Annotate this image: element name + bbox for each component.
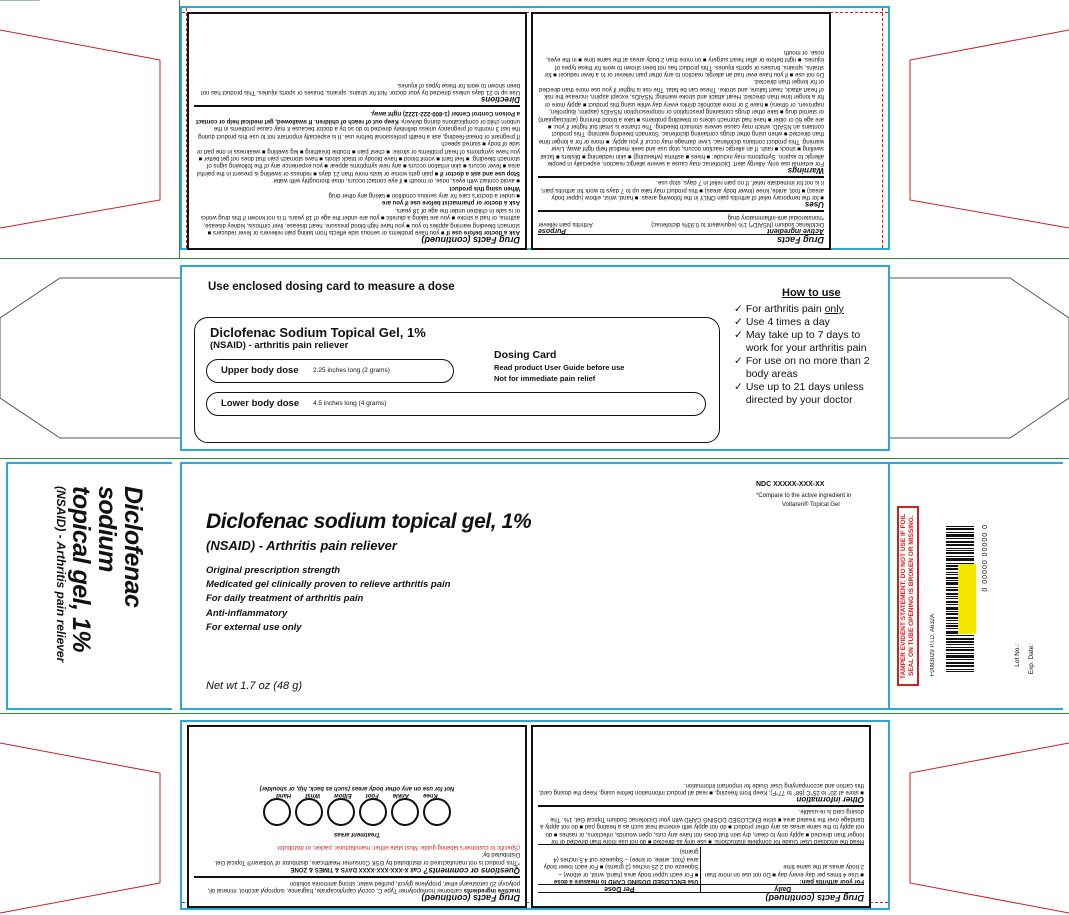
distributed-by: Distributed by: bbox=[481, 851, 520, 858]
body-label: Foot bbox=[365, 792, 379, 799]
claims-list bbox=[206, 564, 450, 635]
check-icon: ✓ bbox=[734, 381, 743, 393]
body-label: Knee bbox=[423, 792, 438, 799]
barcode-bar bbox=[946, 644, 974, 645]
body-label: Ankle bbox=[392, 792, 410, 799]
directions-head: Directions bbox=[480, 95, 520, 105]
drug-facts-continued-title: Drug Facts (continued) bbox=[421, 235, 520, 245]
foot-icon bbox=[359, 798, 387, 826]
compare-line2: Voltaren® Topical Gel bbox=[782, 502, 840, 508]
lower-body-dose-label: Lower body dose bbox=[221, 398, 300, 409]
how-to-item-text: Use 4 times a day bbox=[745, 316, 830, 328]
claim-item: For daily treatment of arthritis pain bbox=[206, 593, 364, 605]
ask-pharm-head: Ask a doctor or pharmacist before use if you are bbox=[381, 199, 520, 206]
dosing-card-panel bbox=[180, 265, 890, 451]
other-info-text: ■ store at 20° to 25°C (68° to 77°F). Keep from freezing. ■ read all product information before using. Keep the dosing card, this carton and accompanying User Guide for important information. bbox=[538, 781, 864, 795]
for-arthritis-head: For your arthritis pain: bbox=[799, 878, 864, 884]
body-label: Hand bbox=[276, 792, 292, 799]
dose-head: Use ENCLOSED DOSING CARD to measure a dose bbox=[553, 878, 699, 884]
how-to-item-text: For use on no more than 2 body areas bbox=[745, 355, 870, 380]
barcode-bar bbox=[946, 526, 974, 527]
active-ingredient: Diclofenac sodium (NSAID*) 1% (equivalent to 0.93% diclofenac) bbox=[651, 221, 824, 227]
directions-text: Use up to 21 days unless directed by your doctor. Not for strains, sprains, bruises or sports injuries. This product has not been shown to work for these types of injuries. bbox=[200, 81, 520, 96]
do-not-use-text: Do not use ■ if you have ever had an allergic reaction to any other pain reliever or to a fever reducer ■ for strains, sprains, bruises or sports injuries. This product has not been shown to work for these types of injuries. ■ right before or after heart surgery ■ on more than 2 body areas at the same time ■ in the eyes, nose, or mouth bbox=[544, 48, 824, 78]
read-guide-text: Read the enclosed User Guide for complete instructions: ■ use only as directed ■ do not use more than directed or for longer than directed ■ apply only to clean, dry skin that does not have any cuts, open wounds, infections, or rashes ■ do not apply to the same areas as any other product ■ do not apply with external heat such as a heating pad ■ do not apply a bandage over the treated area ■ store ENCLOSED DOSING CARD with your Diclofenac Sodium Topical Gel, 1%. The dosing card is re-usable. bbox=[538, 807, 864, 845]
uses-text: ■ for the temporary relief of arthritis pain ONLY in the following areas: ■ hand, wrist, elbow (upper body areas) ■ foot, ankle, knee (lower body areas) ■ this product may take up to 7 days to work for arthritis pain; it is not for immediate relief. If no pain relief in 7 days, stop use. bbox=[540, 179, 824, 201]
how-to-item-text: May take up to 7 days to work for your arthritis pain bbox=[745, 329, 867, 354]
side-subtitle: (NSAID) - Arthritis pain reliever bbox=[54, 486, 68, 663]
other-info-head: Other information bbox=[796, 794, 864, 804]
right-flap-bottom bbox=[890, 713, 1069, 915]
drug-facts-continued-top bbox=[187, 12, 527, 250]
fold-line bbox=[0, 458, 1069, 459]
upper-body-dose-value: 2.25 inches long (2 grams) bbox=[313, 367, 390, 374]
right-flap-top bbox=[890, 0, 1069, 258]
right-barcode-panel bbox=[890, 462, 1063, 710]
barcode-bar bbox=[946, 662, 974, 664]
claim-item: Medicated gel clinically proven to relieve arthritis pain bbox=[206, 579, 451, 591]
side-title-line2: topical gel, 1% bbox=[67, 486, 95, 653]
barcode-bar bbox=[946, 649, 974, 651]
dosing-card-product: Diclofenac Sodium Topical Gel, 1% bbox=[210, 325, 426, 340]
tamper-evident-statement bbox=[897, 506, 919, 686]
daily-items: ■ Use 4 times per day every day ■ Do not use on more than 2 body areas at the same time bbox=[704, 863, 864, 877]
wrist-icon bbox=[295, 798, 323, 826]
side-panel bbox=[6, 462, 172, 710]
body-labels bbox=[194, 791, 520, 798]
pregnant-text: If pregnant or breast-feeding, ask a health professional before use. It is especially important not to use this product during the last 3 months of pregnancy unless definitely directed to do so by a doctor because it may cause problems in the unborn child or complications during delivery. bbox=[198, 117, 520, 139]
barcode-bar bbox=[946, 655, 974, 658]
check-icon: ✓ bbox=[734, 329, 743, 341]
treatment-areas-icons bbox=[194, 798, 520, 826]
col-per-dose: Per Dose bbox=[604, 885, 635, 892]
barcode-bar bbox=[946, 550, 974, 551]
how-to-use-title: How to use bbox=[782, 287, 841, 299]
barcode bbox=[942, 524, 982, 674]
warnings-head: Warnings bbox=[787, 165, 824, 175]
stop-use-items: ■ pain gets worse or lasts more than 21 days ■ redness or swelling is present in the painful area ■ fever occurs ■ skin irritation occurs ■ any new symptoms appear ■ you experience any of the following signs of stomach bleeding: ■ feel faint ■ vomit blood ■ have bloody or black stools ■ have stomach pain that does not get better ■ you have symptoms of heart problems or stroke: ■ chest pain ■ trouble breathing ■ leg swelling ■ weakness in one part or side of body ■ slurred speech bbox=[196, 140, 520, 176]
elbow-icon bbox=[327, 798, 355, 826]
dose-items: ■ For each upper body area (hand, wrist, or elbow) – Squeeze out 2.25 inches (2 grams) ■ For each lower body area (foot, ankle, or knee) – Squeeze out 4.5 inches (4 grams) bbox=[543, 848, 699, 877]
purpose-head: Purpose bbox=[538, 227, 567, 234]
inactive-ingredients-head: Inactive ingredients bbox=[463, 887, 520, 893]
labeling-guide-note: (Specific to customer's labeling guide. Must state either: manufacturer, packer, or distributor. bbox=[276, 843, 520, 850]
side-title-line1: Diclofenac sodium bbox=[93, 486, 147, 608]
ask-doctor-section bbox=[194, 109, 520, 235]
uses-head: Uses bbox=[804, 200, 824, 210]
drug-facts-continued-title: Drug Facts (continued) bbox=[421, 893, 520, 903]
how-to-item bbox=[734, 316, 884, 329]
product-subtitle: (NSAID) - Arthritis pain reliever bbox=[206, 538, 397, 553]
upper-body-dose-label: Upper body dose bbox=[221, 365, 299, 376]
lower-body-dose-pill bbox=[206, 392, 706, 416]
nsaid-note: *nonsteroidal anti-inflammatory drug bbox=[727, 213, 824, 220]
questions-head: Questions or comments? bbox=[423, 866, 520, 876]
col-daily: Daily bbox=[701, 885, 865, 892]
barcode-bar bbox=[946, 548, 974, 549]
barcode-bar bbox=[946, 556, 974, 557]
how-to-use-list bbox=[734, 303, 884, 407]
purpose: Arthritis pain reliever bbox=[538, 221, 593, 227]
barcode-bar bbox=[946, 669, 974, 670]
dosing-card-subtitle: (NSAID) - arthritis pain reliever bbox=[210, 340, 349, 351]
when-using-head: When using this product bbox=[449, 184, 520, 191]
inactive-ingredients: carbomer homopolymer Type C, cocoyl caprylocaprate, fragrance, isopropyl alcohol, mineral oil, polyoxyl 20 cetostearyl ether, propylene glycol, purified water, strong ammonia solution bbox=[207, 879, 520, 893]
left-flap-top bbox=[0, 0, 180, 258]
tuck-flap-left bbox=[0, 258, 180, 458]
how-to-item bbox=[734, 355, 884, 381]
check-icon: ✓ bbox=[734, 303, 743, 315]
keep-out-text: Keep out of reach of children. If swallowed, get medical help or contact a Poison Control Center (1-800-222-1222) right away. bbox=[196, 110, 520, 124]
check-icon: ✓ bbox=[734, 355, 743, 367]
warnings-text: For external use only. Allergy alert: Diclofenac may cause a severe allergic reaction, especially in people allergic to aspirin. Symptoms may include: ■ hives ■ asthma (wheezing) ■ skin reddening ■ blisters ■ facial swelling ■ shock ■ rash. If an allergic reaction occurs, stop use and seek medical help right away. Liver warning: This product contains diclofenac. Liver damage may occur if you apply: ■ more or for a longer time than directed ■ when using other drugs containing diclofenac. Stomach bleeding warning: This product contains an NSAID, which may cause severe stomach bleeding. The chance is small but higher if you: ■ are age 60 or older ■ have had stomach ulcers or bleeding problems ■ take a blood thinning (anticoagulant) or steroid drug ■ take other drugs containing prescription or nonprescription NSAIDs (aspirin, ibuprofen, naproxen, or others) ■ have 3 or more alcoholic drinks every day while using this product ■ apply more or for a longer time than directed. Heart attack and stroke warning: NSAIDs, except aspirin, increase the risk of heart attack, heart failure, and stroke. These can be fatal. The risk is higher if you use more than directed or for longer than directed. bbox=[538, 78, 824, 166]
how-to-item-text: For arthritis pain bbox=[745, 303, 825, 315]
hand-icon bbox=[263, 798, 291, 826]
barcode-bar bbox=[946, 647, 974, 648]
side-panel-text bbox=[54, 486, 146, 696]
barcode-bar bbox=[946, 544, 974, 546]
barcode-bar bbox=[946, 635, 974, 636]
ask-pharm-items: ■ under a doctor's care for any serious condition ■ taking any other drug bbox=[328, 191, 520, 198]
dosing-card-line1: Read product User Guide before use bbox=[494, 363, 625, 372]
when-using-items: ■ avoid contact with eyes, nose, or mouth ■ if eye contact occurs, rinse thoroughly with water bbox=[272, 177, 520, 184]
not-for-use-note: Not for use on any other body areas (such as back, hip, or shoulder) bbox=[259, 784, 455, 791]
body-label: Elbow bbox=[334, 792, 352, 799]
ask-doctor-head: Ask a doctor before use if bbox=[446, 229, 520, 235]
barcode-bar bbox=[946, 552, 974, 554]
ankle-icon bbox=[391, 798, 419, 826]
drug-facts-title: Drug Facts bbox=[776, 235, 824, 245]
claim-item: Original prescription strength bbox=[206, 565, 341, 576]
barcode-bar bbox=[946, 528, 974, 530]
barcode-bar bbox=[946, 653, 974, 654]
barcode-bar bbox=[946, 641, 974, 643]
front-panel bbox=[180, 462, 890, 710]
check-icon: ✓ bbox=[734, 316, 743, 328]
drug-facts-continued-title: Drug Facts (continued) bbox=[765, 893, 864, 903]
dosing-card-line2: Not for immediate pain relief bbox=[494, 374, 596, 383]
tuck-flap-right bbox=[890, 258, 1069, 458]
left-flap-bottom bbox=[0, 713, 180, 915]
knee-icon bbox=[423, 798, 451, 826]
drug-facts-continued-bottom-left bbox=[187, 725, 527, 908]
exp-date-label: Exp. Date: bbox=[1028, 644, 1035, 675]
tamper-text: TAMPER EVIDENT STATEMENT: DO NOT USE IF FOIL SEAL ON TUBE OPENING IS BROKEN OR MISSING. bbox=[900, 513, 915, 679]
questions-phone: Call X-XXX-XXX-XXXX DAYS & TIMES & ZONE bbox=[290, 866, 422, 873]
drug-facts-top bbox=[531, 12, 831, 250]
upper-body-dose-pill bbox=[206, 359, 454, 383]
barcode-digits: 0 00000 00000 0 bbox=[982, 524, 989, 592]
product-title: Diclofenac sodium topical gel, 1% bbox=[206, 510, 532, 533]
body-label: Wrist bbox=[305, 792, 321, 799]
compare-line1: *Compare to the active ingredient in bbox=[756, 493, 852, 499]
product-code: F0083029 P.I.D. A632A bbox=[930, 614, 936, 677]
lot-number-label: Lot No.: bbox=[1014, 644, 1021, 667]
drug-facts-continued-bottom-right bbox=[531, 725, 871, 908]
claim-item: Anti-inflammatory bbox=[206, 607, 288, 619]
treatment-areas-label: Treatment areas bbox=[333, 830, 381, 837]
barcode-bar bbox=[946, 659, 974, 660]
how-to-item bbox=[734, 329, 884, 355]
dosing-card-instruction: Use enclosed dosing card to measure a dose bbox=[208, 281, 455, 293]
barcode-bar bbox=[946, 541, 974, 543]
barcode-bar bbox=[946, 563, 974, 564]
not-manufactured-note: *This product is not manufactured or distributed by GSK Consumer Healthcare, distributor of Voltaren® Topical Gel. bbox=[214, 858, 520, 865]
how-to-item bbox=[734, 381, 884, 407]
ndc-number: NDC XXXXX-XXX-XX bbox=[756, 481, 825, 488]
lower-body-dose-value: 4.5 inches long (4 grams) bbox=[313, 400, 387, 407]
barcode-bar bbox=[946, 532, 974, 533]
active-ingredient-head: Active ingredient bbox=[767, 227, 824, 234]
barcode-bar bbox=[946, 558, 974, 561]
barcode-bar bbox=[946, 665, 974, 667]
ask-doctor-items: ■ you have problems or serious side effects from taking pain relievers or fever reducers ■ stomach bleeding warning applies to you ■ you have high blood pressure, heart disease, liver cirrhosis, kidney disease, asthma, or had a stroke ■ you are taking a diuretic ■ you are under the age of 18 years. It is not known if this drug works or is safe in children under the age of 18 years. bbox=[200, 206, 520, 235]
how-to-item bbox=[734, 303, 884, 316]
how-to-item-text: Use up to 21 days unless directed by your doctor bbox=[745, 381, 864, 406]
stop-use-head: Stop use and ask a doctor if bbox=[439, 169, 520, 176]
barcode-bar bbox=[946, 534, 974, 537]
claim-item: For external use only bbox=[206, 621, 302, 633]
barcode-bar bbox=[946, 638, 974, 640]
barcode-bar bbox=[946, 671, 974, 672]
barcode-bar bbox=[946, 538, 974, 539]
how-to-item-underline: only bbox=[824, 303, 844, 315]
net-weight: Net wt 1.7 oz (48 g) bbox=[206, 680, 302, 692]
dosing-card-title: Dosing Card bbox=[494, 349, 557, 361]
